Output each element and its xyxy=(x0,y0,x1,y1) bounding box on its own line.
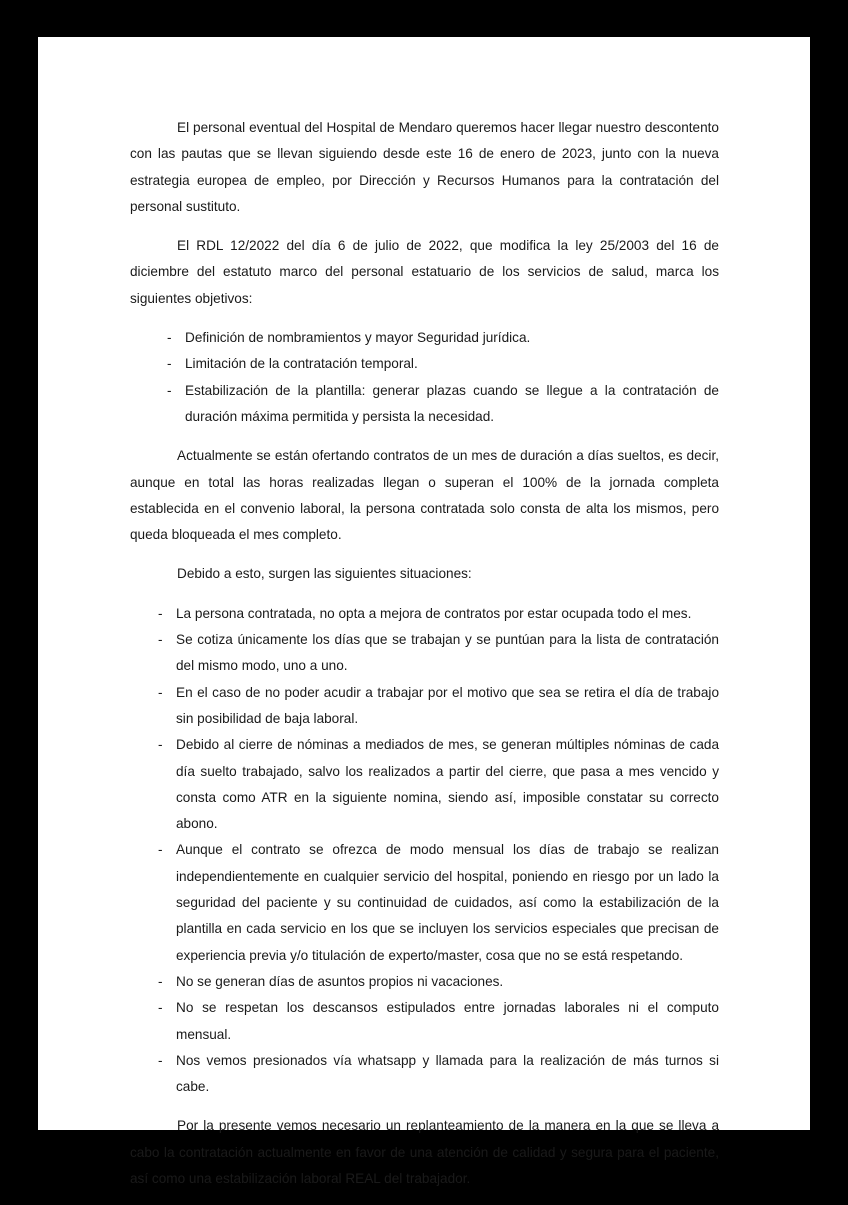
paragraph-conclusion: Por la presente vemos necesario un replanteamiento de la manera en la que se lleva a cabo la contratación actualmente en favor de una atención de calidad y segura para el paciente, así como una estabilización laboral REAL del trabajador. xyxy=(130,1118,719,1186)
paragraph-current-situation: Actualmente se están ofertando contratos de un mes de duración a días sueltos, es decir, aunque en total las horas realizadas llegan o superan el 100% de la jornada completa establecida en el convenio laboral, la persona contratada solo consta de alta los mismos, pero queda bloqueada el mes completo. xyxy=(130,448,719,543)
paragraph-situations-intro: Debido a esto, surgen las siguientes situaciones: xyxy=(177,566,472,582)
list-item xyxy=(130,732,719,837)
document-page xyxy=(38,37,810,1186)
list-item-text: Estabilización de la plantilla: generar plazas cuando se llegue a la contratación de duración máxima permitida y persista la necesidad. xyxy=(185,382,719,424)
list-item xyxy=(130,680,719,733)
list-item xyxy=(130,325,719,351)
paragraph-rdl: El RDL 12/2022 del día 6 de julio de 2022, que modifica la ley 25/2003 del 16 de diciembre del estatuto marco del personal estatuario de los servicios de salud, marca los siguientes objetivos: xyxy=(130,238,719,306)
list-item xyxy=(130,969,719,995)
dash-marker: - xyxy=(158,737,163,753)
list-item xyxy=(130,837,719,968)
dash-marker: - xyxy=(158,605,163,621)
list-item-text: En el caso de no poder acudir a trabajar por el motivo que sea se retira el día de trabajo sin posibilidad de baja laboral. xyxy=(176,684,719,726)
list-item-text: Limitación de la contratación temporal. xyxy=(185,356,418,372)
list-item-text: Se cotiza únicamente los días que se trabajan y se puntúan para la lista de contratación del mismo modo, uno a uno. xyxy=(176,632,719,674)
list-item-text: La persona contratada, no opta a mejora de contratos por estar ocupada todo el mes. xyxy=(176,605,692,621)
paragraph-intro: El personal eventual del Hospital de Mendaro queremos hacer llegar nuestro descontento con las pautas que se llevan siguiendo desde este 16 de enero de 2023, junto con la nueva estrategia europea de empleo, por Dirección y Recursos Humanos para la contratación del personal sustituto. xyxy=(130,120,719,214)
list-item xyxy=(130,601,719,627)
list-item xyxy=(130,627,719,680)
dash-marker: - xyxy=(158,1000,163,1016)
situations-list xyxy=(130,601,719,1101)
dash-marker: - xyxy=(158,1052,163,1068)
list-item-text: No se respetan los descansos estipulados entre jornadas laborales ni el computo mensual. xyxy=(176,1000,719,1042)
list-item xyxy=(130,995,719,1048)
dash-marker: - xyxy=(158,842,163,858)
list-item-text: Definición de nombramientos y mayor Seguridad jurídica. xyxy=(185,330,531,346)
list-item xyxy=(130,1048,719,1101)
list-item-text: Aunque el contrato se ofrezca de modo mensual los días de trabajo se realizan independientemente en cualquier servicio del hospital, poniendo en riesgo por un lado la seguridad del paciente y su continuidad de cuidados, así como la estabilización de la plantilla en cada servicio en los que se incluyen los servicios especiales que precisan de experiencia previa y/o titulación de experto/master, cosa que no se está respetando. xyxy=(176,842,719,963)
list-item-text: Nos vemos presionados vía whatsapp y llamada para la realización de más turnos si cabe. xyxy=(176,1052,719,1095)
dash-marker: - xyxy=(158,684,163,700)
list-item-text: No se generan días de asuntos propios ni vacaciones. xyxy=(176,973,504,989)
list-item-text: Debido al cierre de nóminas a mediados de mes, se generan múltiples nóminas de cada día suelto trabajado, salvo los realizados a partir del cierre, que pasa a mes vencido y consta como ATR en la siguiente nomina, siendo así, imposible constatar su correcto abono. xyxy=(176,737,719,832)
dash-marker: - xyxy=(167,382,172,398)
document-body xyxy=(130,115,719,1205)
list-item xyxy=(130,378,719,431)
dash-marker: - xyxy=(158,632,163,648)
list-item xyxy=(130,351,719,377)
dash-marker: - xyxy=(158,973,163,989)
dash-marker: - xyxy=(167,356,172,372)
dash-marker: - xyxy=(167,330,172,346)
objectives-list xyxy=(130,325,719,430)
